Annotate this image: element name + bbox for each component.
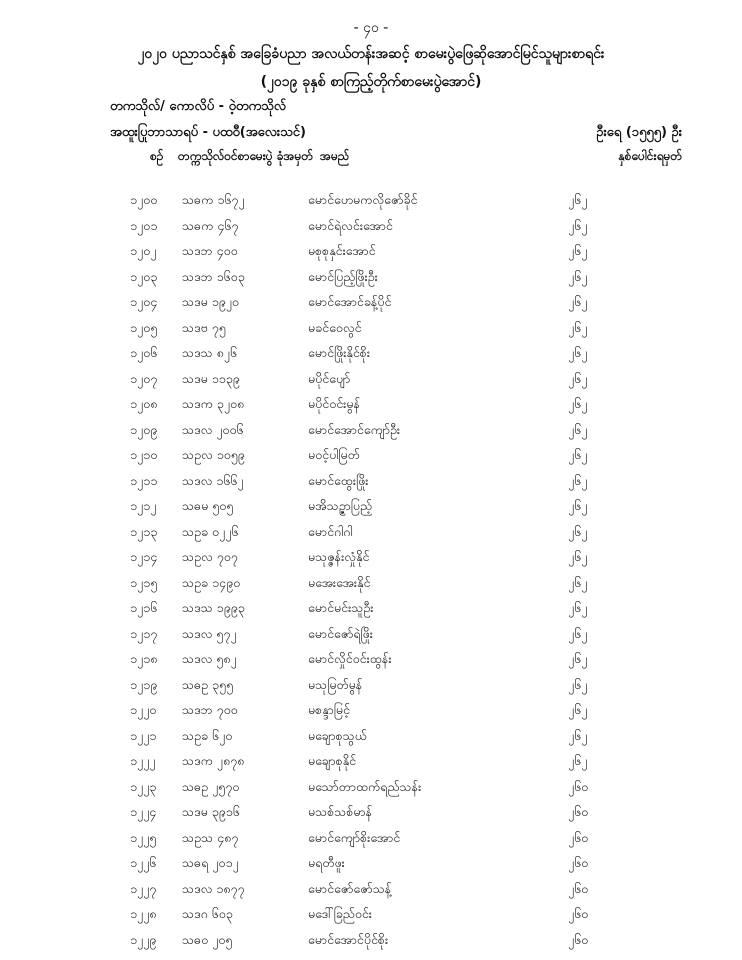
row-roll-number: သဒလ ၂၀၀၆	[182, 421, 244, 437]
row-score: ၂၆၂	[568, 421, 588, 437]
row-name: မောင်ဇော်ဇော်သန့်	[308, 880, 392, 896]
row-score: ၂၆၀	[568, 855, 589, 870]
table-row	[0, 596, 742, 622]
row-name: မောင်ဇော်ရဲဖြိုး	[308, 625, 373, 641]
table-row	[0, 851, 742, 877]
table-row	[0, 188, 742, 214]
row-score: ၂၆၀	[568, 804, 589, 819]
row-score: ၂၆၂	[568, 625, 588, 641]
row-roll-number: သဓက ၁၆၇၂	[182, 192, 245, 207]
row-serial: ၁၂၀၂	[130, 243, 157, 258]
row-score: ၂၆၀	[568, 829, 589, 845]
row-score: ၂၆၂	[568, 472, 588, 488]
row-score: ၂၆၂	[568, 676, 588, 692]
row-serial: ၁၂၀၄	[130, 294, 158, 309]
row-score: ၂၆၂	[568, 498, 588, 513]
university-label: တကသိုလ်/ ကောလိပ် - ဝဲ့တကသိုလ်	[110, 99, 287, 114]
row-name: မသစ်သစ်မာန်	[308, 804, 373, 819]
row-roll-number: သဒလ ၁၆၆၂	[182, 472, 244, 488]
row-serial: ၁၂၀၆	[130, 345, 158, 360]
row-name: မချောစုနိုင်	[308, 753, 357, 768]
row-roll-number: သဥလ ၇၀၇	[182, 549, 238, 564]
row-serial: ၁၂၂၃	[130, 778, 157, 794]
row-serial: ၁၂၁၄	[130, 549, 158, 564]
table-row	[0, 724, 742, 750]
table-row	[0, 265, 742, 291]
table-row	[0, 214, 742, 240]
table-row	[0, 673, 742, 699]
row-score: ၂၆၂	[568, 600, 588, 615]
table-row	[0, 443, 742, 469]
row-score: ၂၆၂	[568, 753, 588, 768]
row-score: ၂၆၂	[568, 727, 588, 743]
row-name: မစုစုနှင်းအောင်	[308, 243, 376, 258]
table-row	[0, 877, 742, 903]
table-row	[0, 520, 742, 546]
row-serial: ၁၂၁၇	[130, 625, 158, 641]
row-name: မသုမြတ်မွန်	[308, 676, 363, 692]
row-roll-number: သဒသ ၁၉၉၃	[182, 600, 245, 615]
row-name: မသုဇ္ဇန်းလှုံနိုင်	[308, 549, 370, 564]
row-roll-number: သဒသ ၈၂၆	[182, 345, 237, 360]
row-serial: ၁၂၀၈	[130, 396, 158, 411]
row-name: မပိုင်ပျော်	[308, 370, 351, 386]
row-roll-number: သဒဗ ၇၅	[182, 319, 226, 335]
table-row	[0, 902, 742, 928]
row-score: ၂၆၀	[568, 931, 589, 947]
row-roll-number: သဓက ၄၆၇	[182, 217, 239, 233]
row-name: မစန္ဒာမြင့်	[308, 702, 350, 717]
document-subtitle: (၂၀၁၉ ခုနှစ် စာကြည့်တိုက်စာမေးပွဲအောင်)	[260, 74, 482, 90]
row-roll-number: သဒမ ၃၉၁၆	[182, 804, 240, 819]
row-name: မောင်ဂါဂါ	[308, 523, 353, 539]
row-score: ၂၆၂	[568, 523, 588, 539]
row-serial: ၁၂၁၃	[130, 523, 158, 539]
row-roll-number: သဒမ ၁၉၂၀	[182, 294, 239, 309]
row-name: မောင်ပြည့်ဖြိုးဦး	[308, 268, 378, 284]
row-score: ၂၆၂	[568, 651, 588, 666]
table-row	[0, 545, 742, 571]
row-score: ၂၆၀	[568, 906, 589, 921]
row-score: ၂၆၂	[568, 319, 588, 335]
row-score: ၂၆၂	[568, 192, 588, 207]
table-row	[0, 494, 742, 520]
table-row	[0, 239, 742, 265]
table-row	[0, 775, 742, 801]
row-serial: ၁၂၀၇	[130, 370, 158, 386]
row-serial: ၁၂၂၂	[130, 753, 156, 768]
table-row	[0, 622, 742, 648]
row-roll-number: သဓရ ၂၀၁၂	[182, 855, 239, 870]
row-serial: ၁၂၂၄	[130, 804, 157, 819]
row-roll-number: သဥခ ၁၄၉၀	[182, 574, 241, 590]
row-roll-number: သဒလ ၁၈၇၇	[182, 880, 245, 896]
table-row	[0, 647, 742, 673]
row-name: မဝင့်ပါမြတ်	[308, 447, 360, 462]
row-score: ၂၆၂	[568, 574, 588, 590]
row-name: မခင်ဝေလွင်	[308, 319, 362, 335]
row-serial: ၁၂၁၅	[130, 574, 158, 590]
row-serial: ၁၂၂၁	[130, 727, 157, 743]
table-row	[0, 749, 742, 775]
row-roll-number: သဒဘ ၁၆၀၃	[182, 268, 245, 284]
row-name: မအိသဥ္ဇာပြည့်	[308, 498, 373, 513]
row-name: မအေးအေးနိုင်	[308, 574, 371, 590]
row-name: မောင်အောင်ခန့်ပိုင်	[308, 294, 392, 309]
table-row	[0, 316, 742, 342]
row-name: မပိုင်ဝင်းမွန်	[308, 396, 360, 411]
row-name: မောင်အောင်ပိုင်စိုး	[308, 931, 389, 947]
row-serial: ၁၂၂၉	[130, 931, 157, 947]
row-name: မသော်တာထက်ရည်သန်း	[308, 778, 422, 794]
row-serial: ၁၂၁၁	[130, 472, 158, 488]
header-score: နှစ်ပေါင်းရမှတ်	[618, 149, 682, 163]
row-roll-number: သဥခ ၆၂၀	[182, 727, 233, 743]
row-serial: ၁၂၂၀	[130, 702, 157, 717]
row-roll-number: သဓဥ ၃၅၅	[182, 676, 234, 692]
row-name: မောင်ကျော်စိုးအောင်	[308, 829, 401, 845]
row-roll-number: သဒဘ ၄၀၀	[182, 243, 238, 258]
row-serial: ၁၂၂၇	[130, 880, 157, 896]
row-serial: ၁၂၁၆	[130, 600, 158, 615]
row-serial: ၁၂၀၅	[130, 319, 158, 335]
row-score: ၂၆၀	[568, 880, 589, 896]
row-score: ၂၆၂	[568, 217, 588, 233]
table-row	[0, 290, 742, 316]
row-score: ၂၆၂	[568, 702, 588, 717]
row-roll-number: သဥသ ၄၈၇	[182, 829, 239, 845]
table-row	[0, 571, 742, 597]
row-name: မောင်ထွေးဖြိုး	[308, 472, 369, 488]
row-score: ၂၆၂	[568, 268, 588, 284]
table-row	[0, 367, 742, 393]
row-name: မောင်လှိုင်ဝင်းထွန်း	[308, 651, 392, 666]
row-roll-number: သဒလ ၅၈၂	[182, 651, 237, 666]
row-score: ၂၆၂	[568, 345, 588, 360]
row-serial: ၁၂၁၈	[130, 651, 158, 666]
results-table	[0, 188, 742, 953]
row-score: ၂၆၂	[568, 447, 588, 462]
row-name: မချောစုသွယ်	[308, 727, 367, 743]
row-serial: ၁၂၀၃	[130, 268, 158, 284]
row-name: မရတီဖူး	[308, 855, 345, 870]
row-name: မောင်အောင်ကျော်ဦး	[308, 421, 401, 437]
table-row	[0, 469, 742, 495]
row-name: မောင်ရဲလင်းအောင်	[308, 217, 393, 233]
row-serial: ၁၂၂၈	[130, 906, 157, 921]
row-serial: ၁၂၁၂	[130, 498, 157, 513]
total-count-label: ဦးရေ (၁၅၅၅) ဦး	[596, 125, 682, 140]
row-score: ၂၆၂	[568, 243, 588, 258]
row-roll-number: သဒဂ ၆၀၃	[182, 906, 233, 921]
row-score: ၂၆၂	[568, 370, 588, 386]
row-roll-number: သဒမ ၁၁၃၉	[182, 370, 240, 386]
row-serial: ၁၂၀၀	[130, 192, 158, 207]
table-row	[0, 928, 742, 954]
row-roll-number: သဓဝ ၂၀၅	[182, 931, 233, 947]
row-name: မောင်ဖြိုးနိုင်စိုး	[308, 345, 371, 360]
row-name: မဒေါ်ခြည်ဝင်း	[308, 906, 372, 921]
page-number: - ၄၀ -	[353, 20, 389, 36]
row-serial: ၁၂၁၉	[130, 676, 158, 692]
table-row	[0, 392, 742, 418]
row-score: ၂၆၂	[568, 396, 588, 411]
row-serial: ၁၂၀၉	[130, 421, 158, 437]
table-row	[0, 341, 742, 367]
row-score: ၂၆၂	[568, 549, 588, 564]
row-serial: ၁၂၁၀	[130, 447, 158, 462]
table-row	[0, 418, 742, 444]
table-row	[0, 826, 742, 852]
header-name: အမည်	[320, 149, 350, 163]
row-roll-number: သဒဘ ၇၀၀	[182, 702, 238, 717]
row-roll-number: သဥခ ၀၂၂၆	[182, 523, 239, 539]
row-roll-number: သဓဥ ၂၅၇၀	[182, 778, 240, 794]
subject-label: အထူးပြုဘာသာရပ် - ပထဝီ(အလေးသင်)	[110, 125, 306, 140]
row-roll-number: သဒလ ၅၇၂	[182, 625, 237, 641]
document-title: ၂၀၂၀ ပညာသင်နှစ် အခြေခံပညာ အလယ်တန်းအဆင့် စာမေးပွဲဖြေဆိုအောင်မြင်သူများစာရင်း	[137, 46, 605, 62]
header-roll-number: တက္ကသိုလ်ဝင်စာမေးပွဲ ခုံအမှတ်	[178, 149, 314, 163]
table-row	[0, 698, 742, 724]
row-score: ၂၆၀	[568, 778, 589, 794]
row-roll-number: သဥလ ၁၀၅၉	[182, 447, 245, 462]
row-roll-number: သဒက ၃၂၀၈	[182, 396, 245, 411]
table-row	[0, 800, 742, 826]
row-name: မောင်ဟေမကလိုဇော်ခိုင်	[308, 192, 418, 207]
row-serial: ၁၂၂၅	[130, 829, 157, 845]
row-serial: ၁၂၂၆	[130, 855, 157, 870]
row-roll-number: သဓမ ၅၀၅	[182, 498, 234, 513]
row-roll-number: သဒက ၂၈၇၈	[182, 753, 245, 768]
row-name: မောင်မင်းသူဦး	[308, 600, 374, 615]
row-score: ၂၆၂	[568, 294, 588, 309]
row-serial: ၁၂၀၁	[130, 217, 158, 233]
header-serial: စဉ်	[150, 149, 164, 163]
